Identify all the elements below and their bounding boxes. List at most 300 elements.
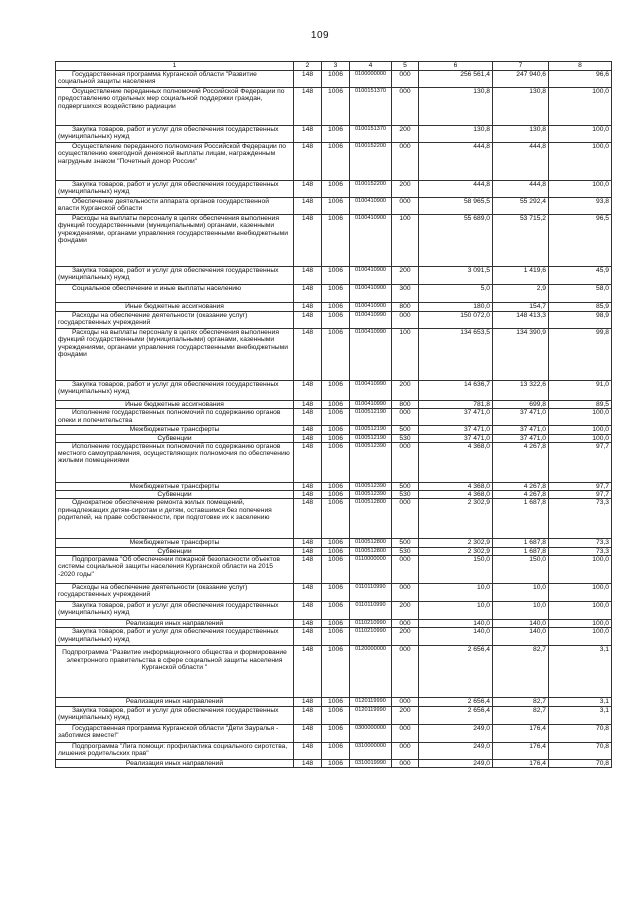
table-row	[56, 181, 612, 198]
expense-type-code: 300	[392, 285, 419, 303]
expense-type-code: 800	[392, 303, 419, 312]
expense-type-code: 000	[392, 442, 419, 482]
planned-amount: 5,0	[419, 285, 493, 303]
planned-amount: 150 072,0	[419, 312, 493, 329]
expense-type-code: 530	[392, 434, 419, 442]
target-article-code: 0100410990	[350, 381, 392, 401]
planned-amount: 37 471,0	[419, 409, 493, 426]
grbs-code: 148	[294, 698, 322, 706]
table-row	[56, 303, 612, 312]
expense-type-code: 000	[392, 198, 419, 215]
grbs-code: 148	[294, 602, 322, 620]
row-name: Иные бюджетные ассигнования	[56, 401, 294, 409]
table-row	[56, 706, 612, 724]
section-code: 1006	[322, 381, 350, 401]
planned-amount: 150,0	[419, 556, 493, 584]
execution-percent: 100,0	[549, 409, 612, 426]
planned-amount: 10,0	[419, 584, 493, 602]
section-code: 1006	[322, 143, 350, 181]
execution-percent: 3,1	[549, 706, 612, 724]
planned-amount: 249,0	[419, 759, 493, 767]
planned-amount: 2 656,4	[419, 706, 493, 724]
table-row	[56, 198, 612, 215]
grbs-code: 148	[294, 539, 322, 547]
target-article-code: 0100000000	[350, 71, 392, 88]
expense-type-code: 000	[392, 499, 419, 539]
execution-percent: 91,0	[549, 381, 612, 401]
row-name: Подпрограмма "Развитие информационного общества и формирование электронного правительства в сфере социальной защиты населения Курганской области "	[56, 646, 294, 698]
expense-type-code: 000	[392, 759, 419, 767]
planned-amount: 37 471,0	[419, 426, 493, 434]
section-code: 1006	[322, 491, 350, 499]
execution-percent: 100,0	[549, 620, 612, 628]
section-code: 1006	[322, 285, 350, 303]
expense-type-code: 000	[392, 620, 419, 628]
row-name: Межбюджетные трансферты	[56, 482, 294, 490]
actual-amount: 247 940,6	[493, 71, 549, 88]
section-code: 1006	[322, 602, 350, 620]
target-article-code: 0100410900	[350, 267, 392, 285]
table-row	[56, 409, 612, 426]
row-name: Закупка товаров, работ и услуг для обеспечения государственных (муниципальных) нужд	[56, 706, 294, 724]
table-row	[56, 547, 612, 555]
planned-amount: 2 302,9	[419, 499, 493, 539]
actual-amount: 154,7	[493, 303, 549, 312]
actual-amount: 130,8	[493, 88, 549, 126]
row-name: Реализация иных направлений	[56, 620, 294, 628]
section-code: 1006	[322, 724, 350, 742]
expense-type-code: 200	[392, 381, 419, 401]
section-code: 1006	[322, 426, 350, 434]
execution-percent: 73,3	[549, 539, 612, 547]
row-name: Реализация иных направлений	[56, 698, 294, 706]
grbs-code: 148	[294, 620, 322, 628]
actual-amount: 37 471,0	[493, 434, 549, 442]
actual-amount: 37 471,0	[493, 409, 549, 426]
execution-percent: 89,5	[549, 401, 612, 409]
planned-amount: 130,8	[419, 126, 493, 143]
expense-type-code: 100	[392, 215, 419, 267]
grbs-code: 148	[294, 434, 322, 442]
planned-amount: 2 656,4	[419, 698, 493, 706]
target-article-code: 0100512800	[350, 547, 392, 555]
table-row	[56, 759, 612, 767]
table-row	[56, 628, 612, 646]
table-row	[56, 724, 612, 742]
row-name: Субвенции	[56, 547, 294, 555]
grbs-code: 148	[294, 646, 322, 698]
planned-amount: 444,8	[419, 181, 493, 198]
target-article-code: 0100512390	[350, 491, 392, 499]
section-code: 1006	[322, 329, 350, 381]
actual-amount: 82,7	[493, 698, 549, 706]
table-row	[56, 646, 612, 698]
expense-type-code: 000	[392, 584, 419, 602]
planned-amount: 134 653,5	[419, 329, 493, 381]
table-row	[56, 381, 612, 401]
execution-percent: 96,5	[549, 215, 612, 267]
section-code: 1006	[322, 646, 350, 698]
planned-amount: 249,0	[419, 742, 493, 759]
target-article-code: 0100512800	[350, 539, 392, 547]
planned-amount: 781,8	[419, 401, 493, 409]
expense-type-code: 000	[392, 724, 419, 742]
actual-amount: 4 267,8	[493, 442, 549, 482]
grbs-code: 148	[294, 426, 322, 434]
target-article-code: 0100512190	[350, 409, 392, 426]
actual-amount: 1 419,6	[493, 267, 549, 285]
actual-amount: 4 267,8	[493, 491, 549, 499]
row-name: Подпрограмма "Об обеспечении пожарной безопасности объектов системы социальной защиты населения Курганской области на 2015 -2020 годы"	[56, 556, 294, 584]
expense-type-code: 000	[392, 742, 419, 759]
column-header: 4	[350, 62, 392, 71]
actual-amount: 1 687,8	[493, 539, 549, 547]
expense-type-code: 000	[392, 698, 419, 706]
grbs-code: 148	[294, 88, 322, 126]
actual-amount: 699,8	[493, 401, 549, 409]
execution-percent: 70,8	[549, 759, 612, 767]
expense-type-code: 200	[392, 706, 419, 724]
grbs-code: 148	[294, 312, 322, 329]
section-code: 1006	[322, 482, 350, 490]
target-article-code: 0100410990	[350, 312, 392, 329]
expense-type-code: 000	[392, 143, 419, 181]
row-name: Осуществление переданного полномочия Российской Федерации по осуществлению ежегодной денежной выплаты лицам, награжденным нагрудным знаком "Почетный донор России"	[56, 143, 294, 181]
expense-type-code: 200	[392, 126, 419, 143]
section-code: 1006	[322, 759, 350, 767]
row-name: Закупка товаров, работ и услуг для обеспечения государственных (муниципальных) нужд	[56, 381, 294, 401]
planned-amount: 55 689,0	[419, 215, 493, 267]
planned-amount: 130,8	[419, 88, 493, 126]
section-code: 1006	[322, 698, 350, 706]
target-article-code: 0110210990	[350, 628, 392, 646]
target-article-code: 0100410900	[350, 285, 392, 303]
actual-amount: 10,0	[493, 584, 549, 602]
column-number-row	[56, 62, 612, 71]
planned-amount: 3 091,5	[419, 267, 493, 285]
section-code: 1006	[322, 499, 350, 539]
target-article-code: 0100512390	[350, 482, 392, 490]
actual-amount: 2,9	[493, 285, 549, 303]
execution-percent: 70,8	[549, 724, 612, 742]
expense-type-code: 000	[392, 409, 419, 426]
planned-amount: 14 636,7	[419, 381, 493, 401]
column-header: 2	[294, 62, 322, 71]
actual-amount: 55 292,4	[493, 198, 549, 215]
table-row	[56, 434, 612, 442]
execution-percent: 100,0	[549, 426, 612, 434]
grbs-code: 148	[294, 71, 322, 88]
section-code: 1006	[322, 547, 350, 555]
execution-percent: 100,0	[549, 602, 612, 620]
planned-amount: 180,0	[419, 303, 493, 312]
grbs-code: 148	[294, 329, 322, 381]
page-number: 109	[310, 30, 330, 41]
planned-amount: 256 561,4	[419, 71, 493, 88]
execution-percent: 73,3	[549, 547, 612, 555]
row-name: Субвенции	[56, 434, 294, 442]
execution-percent: 100,0	[549, 556, 612, 584]
section-code: 1006	[322, 539, 350, 547]
expense-type-code: 200	[392, 628, 419, 646]
row-name: Закупка товаров, работ и услуг для обеспечения государственных (муниципальных) нужд	[56, 181, 294, 198]
table-row	[56, 491, 612, 499]
target-article-code: 0120119990	[350, 706, 392, 724]
execution-percent: 98,9	[549, 312, 612, 329]
row-name: Закупка товаров, работ и услуг для обеспечения государственных (муниципальных) нужд	[56, 126, 294, 143]
grbs-code: 148	[294, 724, 322, 742]
execution-percent: 70,8	[549, 742, 612, 759]
section-code: 1006	[322, 556, 350, 584]
execution-percent: 3,1	[549, 646, 612, 698]
actual-amount: 140,0	[493, 620, 549, 628]
section-code: 1006	[322, 742, 350, 759]
target-article-code: 0310000000	[350, 742, 392, 759]
row-name: Однократное обеспечение ремонта жилых помещений, принадлежащих детям-сиротам и детям, оставшимся без попечения родителей, на праве собственности, при подготовке их к заселению	[56, 499, 294, 539]
section-code: 1006	[322, 88, 350, 126]
target-article-code: 0110110990	[350, 602, 392, 620]
actual-amount: 82,7	[493, 706, 549, 724]
table-row	[56, 215, 612, 267]
row-name: Расходы на обеспечение деятельности (оказание услуг) государственных учреждений	[56, 584, 294, 602]
section-code: 1006	[322, 71, 350, 88]
actual-amount: 82,7	[493, 646, 549, 698]
actual-amount: 444,8	[493, 181, 549, 198]
table-row	[56, 442, 612, 482]
actual-amount: 134 390,9	[493, 329, 549, 381]
table-row	[56, 584, 612, 602]
expense-type-code: 500	[392, 482, 419, 490]
row-name: Субвенции	[56, 491, 294, 499]
target-article-code: 0300000000	[350, 724, 392, 742]
table-row	[56, 602, 612, 620]
execution-percent: 100,0	[549, 181, 612, 198]
column-header: 3	[322, 62, 350, 71]
execution-percent: 100,0	[549, 584, 612, 602]
execution-percent: 73,3	[549, 499, 612, 539]
table-body	[56, 71, 612, 768]
actual-amount: 148 413,3	[493, 312, 549, 329]
grbs-code: 148	[294, 198, 322, 215]
table-row	[56, 267, 612, 285]
table-row	[56, 742, 612, 759]
actual-amount: 150,0	[493, 556, 549, 584]
row-name: Расходы на выплаты персоналу в целях обеспечения выполнения функций государственными (муниципальными) органами, казенными учреждениями, органами управления государственными внебюджетными фондами	[56, 329, 294, 381]
expense-type-code: 200	[392, 602, 419, 620]
actual-amount: 444,8	[493, 143, 549, 181]
grbs-code: 148	[294, 547, 322, 555]
target-article-code: 0310019990	[350, 759, 392, 767]
target-article-code: 0100512800	[350, 499, 392, 539]
execution-percent: 100,0	[549, 434, 612, 442]
actual-amount: 10,0	[493, 602, 549, 620]
target-article-code: 0100410990	[350, 329, 392, 381]
expense-type-code: 000	[392, 312, 419, 329]
actual-amount: 176,4	[493, 742, 549, 759]
planned-amount: 4 368,0	[419, 442, 493, 482]
table-row	[56, 556, 612, 584]
section-code: 1006	[322, 303, 350, 312]
planned-amount: 4 368,0	[419, 491, 493, 499]
section-code: 1006	[322, 401, 350, 409]
row-name: Подпрограмма "Лига помощи: профилактика социального сиротства, лишения родительских прав"	[56, 742, 294, 759]
grbs-code: 148	[294, 482, 322, 490]
target-article-code: 0100512390	[350, 442, 392, 482]
grbs-code: 148	[294, 628, 322, 646]
row-name: Исполнение государственных полномочий по содержанию органов опеки и попечительства	[56, 409, 294, 426]
actual-amount: 13 322,6	[493, 381, 549, 401]
row-name: Государственная программа Курганской области "Дети Зауралья - заботимся вместе!"	[56, 724, 294, 742]
execution-percent: 99,8	[549, 329, 612, 381]
target-article-code: 0110210990	[350, 620, 392, 628]
section-code: 1006	[322, 181, 350, 198]
section-code: 1006	[322, 126, 350, 143]
expense-type-code: 000	[392, 71, 419, 88]
row-name: Расходы на выплаты персоналу в целях обеспечения выполнения функций государственными (муниципальными) органами, казенными учреждениями, органами управления государственными внебюджетными фондами	[56, 215, 294, 267]
expense-type-code: 200	[392, 267, 419, 285]
target-article-code: 0100410900	[350, 303, 392, 312]
expense-type-code: 200	[392, 181, 419, 198]
planned-amount: 140,0	[419, 620, 493, 628]
target-article-code: 0100512190	[350, 434, 392, 442]
row-name: Закупка товаров, работ и услуг для обеспечения государственных (муниципальных) нужд	[56, 628, 294, 646]
target-article-code: 0100410900	[350, 198, 392, 215]
target-article-code: 0100410900	[350, 215, 392, 267]
section-code: 1006	[322, 215, 350, 267]
target-article-code: 0100151370	[350, 88, 392, 126]
column-header: 6	[419, 62, 493, 71]
table-row	[56, 426, 612, 434]
expense-type-code: 800	[392, 401, 419, 409]
table-row	[56, 71, 612, 88]
budget-execution-table	[55, 61, 612, 768]
grbs-code: 148	[294, 215, 322, 267]
section-code: 1006	[322, 198, 350, 215]
planned-amount: 2 302,9	[419, 539, 493, 547]
section-code: 1006	[322, 434, 350, 442]
table-row	[56, 539, 612, 547]
row-name: Иные бюджетные ассигнования	[56, 303, 294, 312]
section-code: 1006	[322, 267, 350, 285]
grbs-code: 148	[294, 491, 322, 499]
table-row	[56, 143, 612, 181]
actual-amount: 53 715,2	[493, 215, 549, 267]
execution-percent: 100,0	[549, 126, 612, 143]
row-name: Межбюджетные трансферты	[56, 426, 294, 434]
grbs-code: 148	[294, 706, 322, 724]
target-article-code: 0100152200	[350, 143, 392, 181]
section-code: 1006	[322, 312, 350, 329]
section-code: 1006	[322, 442, 350, 482]
actual-amount: 140,0	[493, 628, 549, 646]
actual-amount: 1 687,8	[493, 499, 549, 539]
row-name: Расходы на обеспечение деятельности (оказание услуг) государственных учреждений	[56, 312, 294, 329]
row-name: Социальное обеспечение и иные выплаты населению	[56, 285, 294, 303]
row-name: Межбюджетные трансферты	[56, 539, 294, 547]
table-row	[56, 698, 612, 706]
target-article-code: 0110110990	[350, 584, 392, 602]
row-name: Исполнение государственных полномочий по содержанию органов местного самоуправления, осуществляющих полномочия по обеспечению жилыми помещениями	[56, 442, 294, 482]
expense-type-code: 500	[392, 426, 419, 434]
actual-amount: 130,8	[493, 126, 549, 143]
row-name: Закупка товаров, работ и услуг для обеспечения государственных (муниципальных) нужд	[56, 267, 294, 285]
actual-amount: 4 267,8	[493, 482, 549, 490]
execution-percent: 100,0	[549, 88, 612, 126]
table-row	[56, 126, 612, 143]
target-article-code: 0100151370	[350, 126, 392, 143]
table-row	[56, 88, 612, 126]
expense-type-code: 000	[392, 88, 419, 126]
grbs-code: 148	[294, 442, 322, 482]
row-name: Осуществление переданных полномочий Российской Федерации по предоставлению отдельных мер социальной поддержки граждан, подвергшихся воздействию радиации	[56, 88, 294, 126]
execution-percent: 100,0	[549, 143, 612, 181]
execution-percent: 100,0	[549, 628, 612, 646]
execution-percent: 58,0	[549, 285, 612, 303]
grbs-code: 148	[294, 381, 322, 401]
expense-type-code: 530	[392, 491, 419, 499]
row-name: Обеспечение деятельности аппарата органов государственной власти Курганской области	[56, 198, 294, 215]
actual-amount: 176,4	[493, 759, 549, 767]
column-header: 5	[392, 62, 419, 71]
section-code: 1006	[322, 584, 350, 602]
section-code: 1006	[322, 409, 350, 426]
execution-percent: 85,9	[549, 303, 612, 312]
section-code: 1006	[322, 620, 350, 628]
table-row	[56, 620, 612, 628]
grbs-code: 148	[294, 556, 322, 584]
execution-percent: 97,7	[549, 491, 612, 499]
table-row	[56, 329, 612, 381]
execution-percent: 97,7	[549, 482, 612, 490]
column-header: 7	[493, 62, 549, 71]
grbs-code: 148	[294, 285, 322, 303]
execution-percent: 93,8	[549, 198, 612, 215]
grbs-code: 148	[294, 303, 322, 312]
row-name: Реализация иных направлений	[56, 759, 294, 767]
target-article-code: 0120119990	[350, 698, 392, 706]
grbs-code: 148	[294, 584, 322, 602]
column-header: 8	[549, 62, 612, 71]
row-name: Государственная программа Курганской области "Развитие социальной защиты населения	[56, 71, 294, 88]
planned-amount: 444,8	[419, 143, 493, 181]
grbs-code: 148	[294, 401, 322, 409]
actual-amount: 176,4	[493, 724, 549, 742]
execution-percent: 3,1	[549, 698, 612, 706]
row-name: Закупка товаров, работ и услуг для обеспечения государственных (муниципальных) нужд	[56, 602, 294, 620]
table-row	[56, 401, 612, 409]
table-row	[56, 499, 612, 539]
column-header: 1	[56, 62, 294, 71]
grbs-code: 148	[294, 143, 322, 181]
target-article-code: 0100512190	[350, 426, 392, 434]
expense-type-code: 000	[392, 646, 419, 698]
grbs-code: 148	[294, 126, 322, 143]
planned-amount: 58 965,5	[419, 198, 493, 215]
execution-percent: 45,9	[549, 267, 612, 285]
section-code: 1006	[322, 706, 350, 724]
target-article-code: 0100410990	[350, 401, 392, 409]
table-row	[56, 285, 612, 303]
target-article-code: 0100152200	[350, 181, 392, 198]
planned-amount: 140,0	[419, 628, 493, 646]
grbs-code: 148	[294, 759, 322, 767]
expense-type-code: 530	[392, 547, 419, 555]
planned-amount: 249,0	[419, 724, 493, 742]
grbs-code: 148	[294, 499, 322, 539]
target-article-code: 0110000000	[350, 556, 392, 584]
execution-percent: 97,7	[549, 442, 612, 482]
target-article-code: 0120000000	[350, 646, 392, 698]
